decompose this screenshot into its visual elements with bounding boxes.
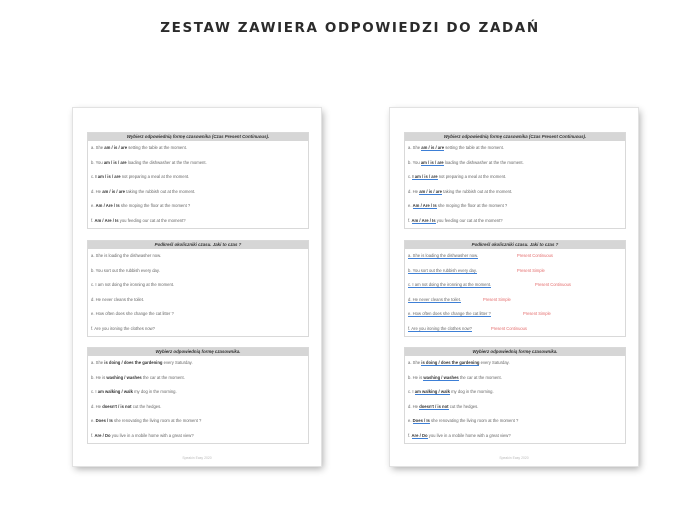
answer-label: Present Simple xyxy=(483,296,511,302)
exercise-row: e. Am / Are / Is she moping the floor at the moment ? xyxy=(408,203,508,208)
section-header: Wybierz odpowiednią formę czasownika (Czas Present Continuous). xyxy=(405,133,625,141)
section-1-answers xyxy=(404,132,626,229)
answer-label: Present Continuous xyxy=(517,253,553,258)
exercise-row: e. Does / Is she renovating the living room at the moment ? xyxy=(408,418,519,423)
section-header: Wybierz odpowiednią formę czasownika. xyxy=(88,348,308,356)
exercise-row: d. He doesn't / is not cut the hedges. xyxy=(408,403,479,409)
exercise-row: e. Am / Are / Is she moping the floor at the moment ? xyxy=(91,203,191,208)
worksheet-preview-blank xyxy=(73,108,321,466)
exercise-row: b. You sort out the rubbish every day. Present Simple xyxy=(405,264,625,279)
page-title: ZESTAW ZAWIERA ODPOWIEDZI DO ZADAŃ xyxy=(160,20,540,36)
exercise-row: c. I am / is / are not preparing a meal at the moment. xyxy=(408,174,507,179)
exercise-row: c. I am walking / walk my dog in the morning. xyxy=(408,389,494,394)
exercise-row: c. I am / is / are not preparing a meal at the moment. xyxy=(91,174,190,179)
exercise-row: c. I am not doing the ironning at the moment. xyxy=(91,282,175,287)
exercise-row: a. She is loading the dishwasher now. xyxy=(91,253,162,258)
exercise-row: a. She am / is / are setting the table at the moment. xyxy=(408,145,504,150)
sheet-footer: Speakin Easy 2020 xyxy=(182,456,212,460)
section-3 xyxy=(87,347,309,444)
exercise-row: a. She is loading the dishwasher now. Present Continuous xyxy=(405,249,625,264)
exercise-row: f. Am / Are / Is you feeding our cat at the moment? xyxy=(408,217,503,223)
answer-label: Present Simple xyxy=(523,311,551,316)
exercise-row: d. He doesn't / is not cut the hedges. xyxy=(91,403,162,409)
exercise-row: d. He never cleans the toilet. Present Simple xyxy=(405,293,625,308)
exercise-row: f. Are you ironing the clothes now? Present Continuous xyxy=(405,322,625,337)
exercise-row: b. You am / is / are loading the dishwasher at the the moment. xyxy=(408,159,524,165)
exercise-row: c. I am walking / walk my dog in the morning. xyxy=(91,389,177,394)
exercise-row: d. He am / is / are taking the rubbish out at the moment. xyxy=(91,188,196,194)
exercise-row: c. I am not doing the ironning at the moment. Present Continuous xyxy=(405,278,625,293)
exercise-row: f. Are you ironing the clothes now? xyxy=(91,325,156,331)
exercise-row: f. Are / Do you live in a mobile home with a great view? xyxy=(91,432,194,438)
exercise-row: f. Are / Do you live in a mobile home with a great view? xyxy=(408,432,511,438)
section-header: Podkreśl okoliczniki czasu. Jaki to czas ? xyxy=(88,241,308,249)
section-header: Wybierz odpowiednią formę czasownika. xyxy=(405,348,625,356)
sheet-footer: Speakin Easy 2020 xyxy=(499,456,529,460)
exercise-row: a. She is doing / does the gardening every Saturday. xyxy=(408,360,510,365)
exercise-row: d. He never cleans the toilet. xyxy=(91,296,145,302)
exercise-row: a. She is doing / does the gardening every Saturday. xyxy=(91,360,193,365)
section-1 xyxy=(87,132,309,229)
section-3-answers xyxy=(404,347,626,444)
exercise-row: b. He is washing / washes the car at the moment. xyxy=(91,374,185,380)
exercise-row: e. Does / Is she renovating the living room at the moment ? xyxy=(91,418,202,423)
worksheet-preview-answers xyxy=(390,108,638,466)
exercise-row: b. You sort out the rubbish every day. xyxy=(91,267,160,273)
exercise-row: e. How often does she change the cat litter ? Present Simple xyxy=(405,307,625,322)
answer-label: Present Continuous xyxy=(535,282,571,287)
exercise-row: e. How often does she change the cat litter ? xyxy=(91,311,174,316)
section-2-answers xyxy=(404,240,626,337)
section-2 xyxy=(87,240,309,337)
exercise-row: a. She am / is / are setting the table at the moment. xyxy=(91,145,187,150)
exercise-row: b. He is washing / washes the car at the moment. xyxy=(408,374,502,380)
exercise-row: d. He am / is / are taking the rubbish out at the moment. xyxy=(408,188,513,194)
exercise-row: b. You am / is / are loading the dishwasher at the the moment. xyxy=(91,159,207,165)
answer-label: Present Continuous xyxy=(491,325,527,331)
answer-label: Present Simple xyxy=(517,267,545,273)
exercise-row: f. Am / Are / Is you feeding our cat at the moment? xyxy=(91,217,186,223)
section-header: Wybierz odpowiednią formę czasownika (Czas Present Continuous). xyxy=(88,133,308,141)
section-header: Podkreśl okoliczniki czasu. Jaki to czas ? xyxy=(405,241,625,249)
